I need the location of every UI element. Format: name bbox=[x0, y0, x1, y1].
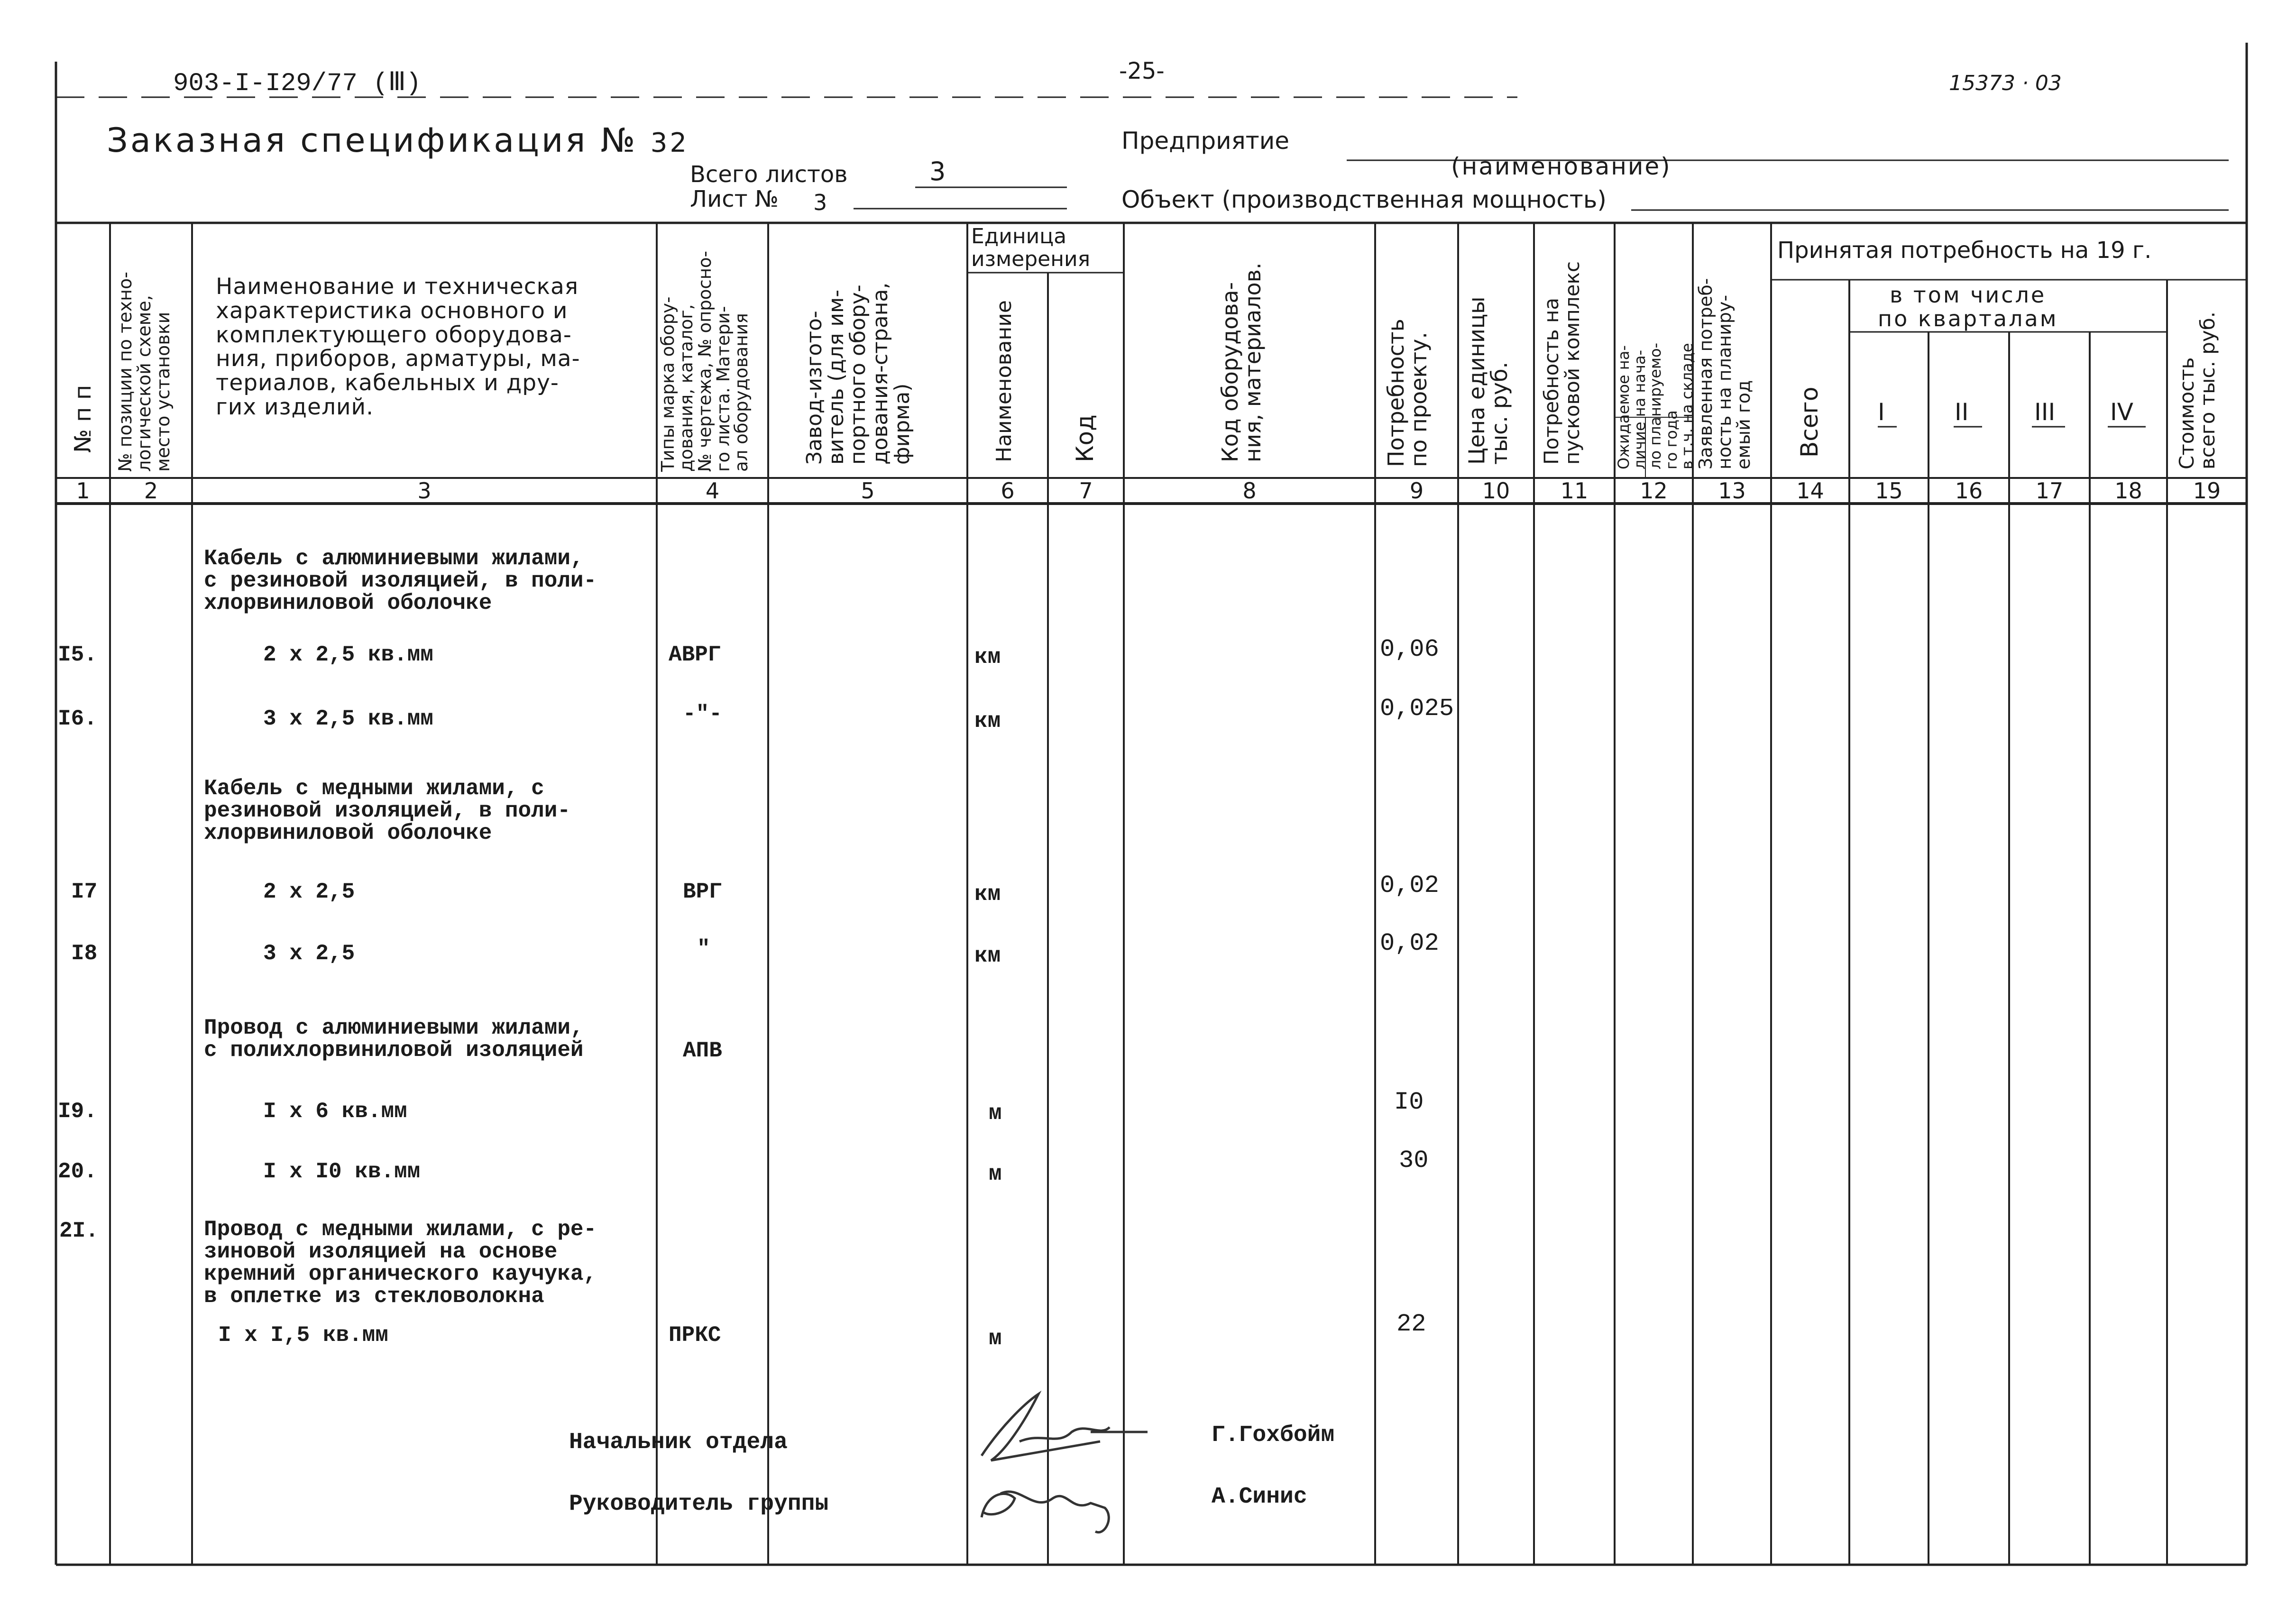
spec-title-text: Заказная спецификация № bbox=[107, 121, 638, 160]
col-2-header: № позиции по техно- логической схеме, место установки bbox=[115, 272, 174, 472]
col-num-4: 4 bbox=[705, 478, 720, 504]
row-no: I7 bbox=[71, 880, 98, 904]
row-name: I x I0 кв.мм bbox=[263, 1159, 421, 1184]
row-qty: 0,06 bbox=[1380, 635, 1439, 663]
col-num-14: 14 bbox=[1796, 478, 1824, 504]
col-10-header: Цена единицы тыс. руб. bbox=[1464, 296, 1513, 465]
row-no: I9. bbox=[58, 1099, 97, 1124]
group-title: Кабель с медными жилами, с резиновой изоляцией, в поли- хлорвиниловой оболочке bbox=[204, 776, 570, 845]
accepted-header: Принятая потребность на 19 г. bbox=[1777, 237, 2152, 264]
col-num-16: 16 bbox=[1955, 478, 1983, 504]
row-name: I x I,5 кв.мм bbox=[218, 1323, 388, 1348]
row-unit: км bbox=[974, 882, 1001, 907]
row-unit: м bbox=[989, 1101, 1002, 1126]
row-no: I8 bbox=[71, 941, 98, 966]
enterprise-label: Предприятие bbox=[1121, 127, 1290, 155]
row-name: 2 x 2,5 bbox=[263, 880, 355, 904]
quarter-group-header: в том числе по кварталам bbox=[1878, 282, 2058, 331]
col-18-header: IV bbox=[2110, 398, 2133, 426]
col-3-header: Наименование и техническая характеристика основного и комплектующего оборудова- ния, приборов, арматуры, ма- териалов, кабельных и дру- гих изделий. bbox=[216, 274, 580, 420]
signature-person: А.Синис bbox=[1212, 1484, 1307, 1510]
col-num-6: 6 bbox=[1001, 478, 1015, 504]
group-title: Провод с алюминиевыми жилами, с полихлорвиниловой изоляцией bbox=[204, 1016, 584, 1063]
sheet-label: Лист № bbox=[690, 186, 779, 212]
col-6-header: Наименование bbox=[992, 300, 1016, 462]
row-type: -"- bbox=[683, 702, 722, 726]
col-14-header: Всего bbox=[1796, 386, 1823, 458]
col-16-header: II bbox=[1955, 398, 1969, 426]
row-type: ВРГ bbox=[683, 880, 722, 904]
col-num-9: 9 bbox=[1409, 478, 1424, 504]
row-type: " bbox=[697, 936, 710, 961]
page-number: -25- bbox=[1119, 58, 1165, 84]
signature-role: Руководитель группы bbox=[569, 1491, 829, 1517]
row-qty: 30 bbox=[1399, 1147, 1429, 1174]
row-name: I x 6 кв.мм bbox=[263, 1099, 407, 1124]
row-name: 3 x 2,5 кв.мм bbox=[263, 706, 433, 731]
col-num-18: 18 bbox=[2114, 478, 2142, 504]
row-unit: км bbox=[974, 645, 1001, 670]
col-5-header: Завод-изгото- витель (для им- портного обору- дования-страна, фирма) bbox=[802, 282, 914, 465]
col-15-header: I bbox=[1878, 398, 1885, 426]
col-num-15: 15 bbox=[1875, 478, 1903, 504]
sheets-total-value: 3 bbox=[929, 156, 946, 186]
group-title: Провод с медными жилами, с ре- зиновой изоляцией на основе кремний органического каучука, в оплетке из стекловолокна bbox=[204, 1217, 597, 1309]
archive-number: 15373 · 03 bbox=[1949, 71, 2062, 95]
col-num-2: 2 bbox=[144, 478, 158, 504]
enterprise-caption: (наименование) bbox=[1451, 153, 1671, 180]
row-unit: км bbox=[974, 709, 1001, 734]
row-qty: 0,02 bbox=[1380, 929, 1439, 957]
col-19-header: Стоимость всего тыс. руб. bbox=[2175, 312, 2220, 469]
doc-code: 903-I-I29/77 (Ⅲ) bbox=[173, 69, 422, 98]
col-num-11: 11 bbox=[1560, 478, 1589, 504]
sheets-total-label: Всего листов bbox=[690, 161, 848, 188]
col-7-header: Код bbox=[1071, 414, 1099, 462]
spec-title bbox=[107, 121, 689, 160]
col-num-13: 13 bbox=[1718, 478, 1746, 504]
col-num-3: 3 bbox=[417, 478, 432, 504]
col-17-header: III bbox=[2034, 398, 2056, 426]
row-unit: км bbox=[974, 944, 1001, 968]
row-name: 3 x 2,5 bbox=[263, 941, 355, 966]
sheet-value: 3 bbox=[813, 190, 827, 215]
row-type: АВРГ bbox=[669, 642, 721, 667]
row-type: ПРКС bbox=[669, 1323, 721, 1348]
row-qty: 0,02 bbox=[1380, 872, 1439, 899]
col-num-5: 5 bbox=[861, 478, 875, 504]
row-unit: м bbox=[989, 1326, 1002, 1351]
col-11-header: Потребность на пусковой комплекс bbox=[1540, 261, 1584, 465]
row-qty: 22 bbox=[1396, 1310, 1426, 1338]
col-1-header: № п п bbox=[70, 385, 96, 453]
spec-number: 32 bbox=[650, 128, 689, 158]
unit-group-header: Единица измерения bbox=[971, 224, 1091, 271]
col-4-header: Типы марка обору- дования, каталог, № чертежа, № опросно- го листа. Матери- ал оборудования bbox=[658, 251, 752, 472]
row-unit: м bbox=[989, 1162, 1002, 1186]
col-num-12: 12 bbox=[1640, 478, 1668, 504]
group-title: Кабель с алюминиевыми жилами, с резиновой изоляцией, в поли- хлорвиниловой оболочке bbox=[204, 546, 597, 615]
col-num-7: 7 bbox=[1079, 478, 1093, 504]
group-type: АПВ bbox=[683, 1038, 722, 1063]
row-no: I6. bbox=[58, 706, 97, 731]
row-no: 20. bbox=[58, 1159, 97, 1184]
col-num-17: 17 bbox=[2035, 478, 2064, 504]
row-qty: I0 bbox=[1394, 1088, 1424, 1116]
col-num-8: 8 bbox=[1242, 478, 1257, 504]
col-8-header: Код оборудова- ния, материалов. bbox=[1217, 262, 1266, 462]
col-num-1: 1 bbox=[76, 478, 90, 504]
signature-person: Г.Гохбойм bbox=[1212, 1422, 1335, 1448]
signature-scribbles bbox=[982, 1394, 1148, 1532]
col-num-19: 19 bbox=[2193, 478, 2221, 504]
col-9-header: Потребность по проекту. bbox=[1383, 319, 1432, 467]
row-no: 2I. bbox=[59, 1219, 99, 1243]
row-no: I5. bbox=[58, 642, 97, 667]
col-12-header: Ожидаемое на- личие на нача- ло планируемо- го года в т.ч. на складе bbox=[1615, 342, 1697, 469]
row-name: 2 x 2,5 кв.мм bbox=[263, 642, 433, 667]
col-13-header: Заявленная потреб- ность на планиру- емый год bbox=[1695, 278, 1754, 469]
col-num-10: 10 bbox=[1482, 478, 1510, 504]
row-qty: 0,025 bbox=[1380, 695, 1454, 723]
signature-role: Начальник отдела bbox=[569, 1430, 788, 1455]
object-label: Объект (производственная мощность) bbox=[1121, 186, 1607, 213]
